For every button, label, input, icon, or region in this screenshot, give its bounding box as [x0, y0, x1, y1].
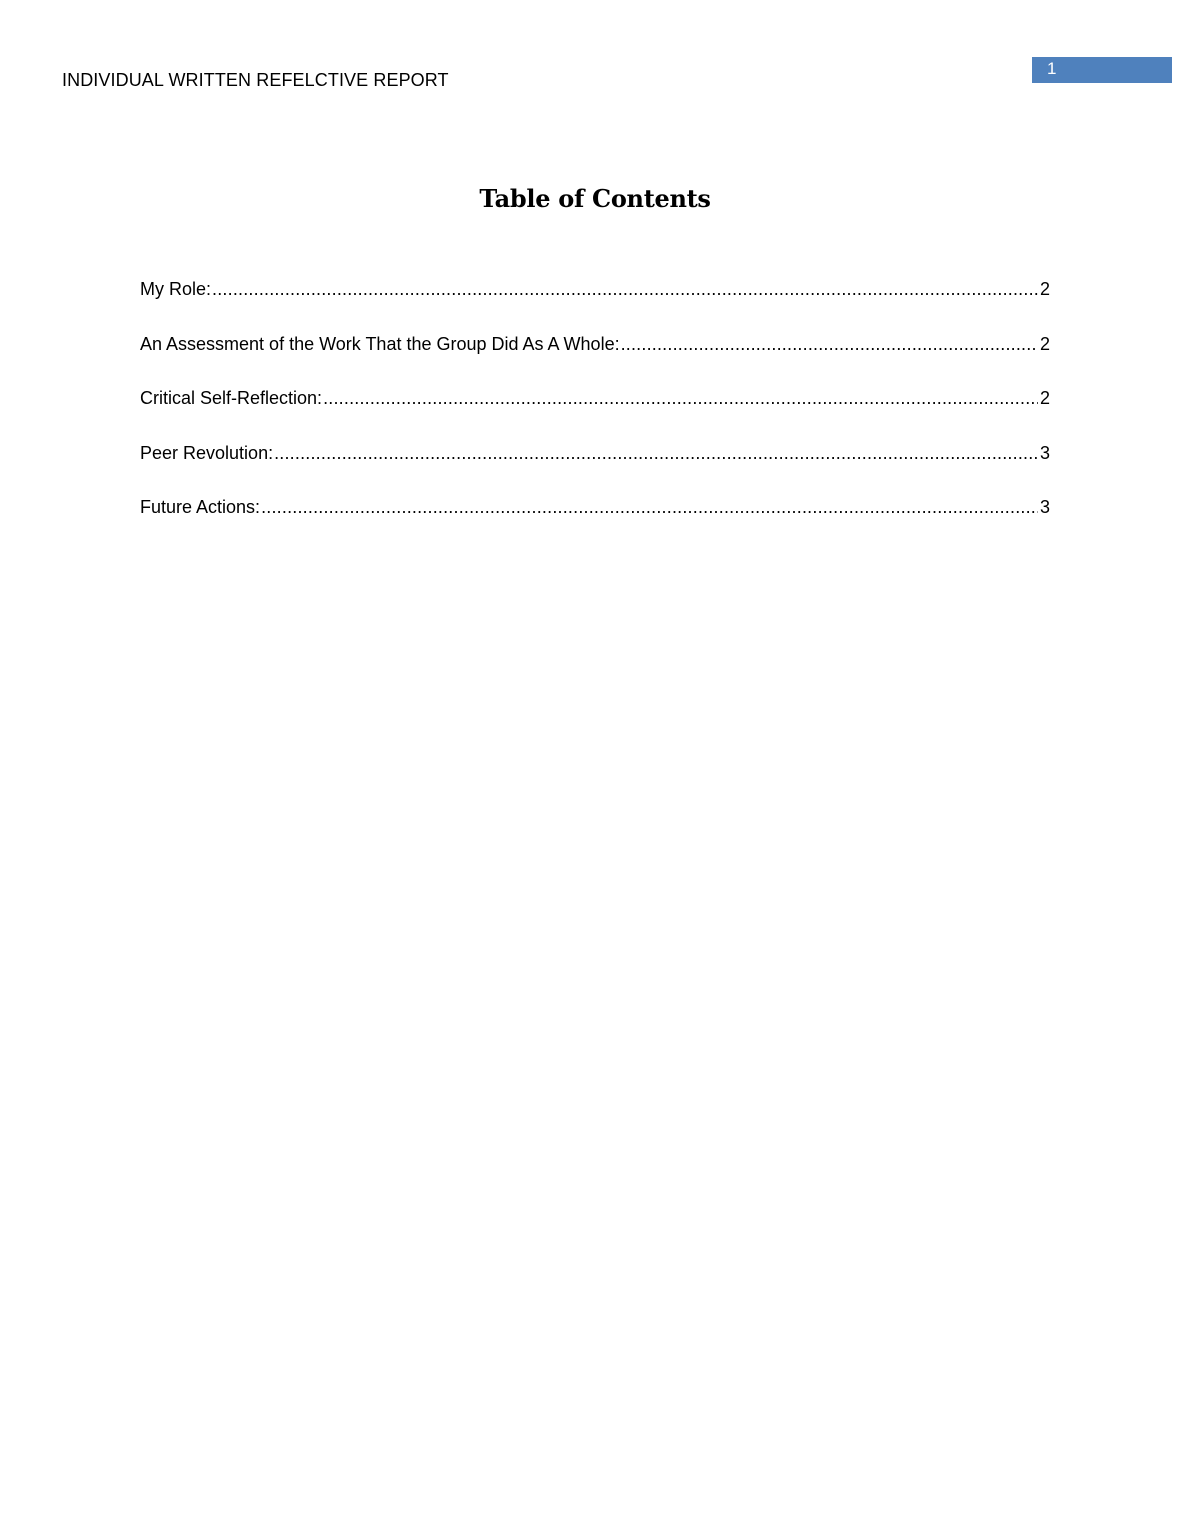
- toc-dot-leader: [261, 494, 1038, 520]
- toc-entry-peer-revolution[interactable]: [140, 440, 1050, 495]
- toc-entry-label: Critical Self-Reflection:: [140, 388, 323, 408]
- toc-list: [140, 276, 1050, 549]
- toc-title: Table of Contents: [479, 184, 711, 213]
- toc-dot-leader: [274, 440, 1038, 466]
- toc-entry-label: Future Actions:: [140, 497, 261, 517]
- toc-entry-label: Peer Revolution:: [140, 442, 274, 463]
- toc-entry-page: 2: [1039, 333, 1050, 354]
- toc-entry-my-role[interactable]: [140, 276, 1050, 331]
- toc-entry-self-reflection[interactable]: [140, 385, 1050, 440]
- toc-entry-page: 2: [1039, 388, 1050, 408]
- toc-entry-page: 3: [1039, 497, 1050, 517]
- toc-dot-leader: [621, 331, 1038, 357]
- page-number-box: [1032, 57, 1172, 83]
- toc-entry-page: 3: [1039, 442, 1050, 463]
- toc-dot-leader: [212, 276, 1038, 302]
- running-head: INDIVIDUAL WRITTEN REFELCTIVE REPORT: [62, 70, 449, 90]
- toc-entry-label: An Assessment of the Work That the Group Did As A Whole:: [140, 333, 620, 354]
- toc-entry-label: My Role:: [140, 279, 212, 299]
- toc-entry-page: 2: [1039, 279, 1050, 299]
- page-number: 1: [1047, 59, 1057, 78]
- toc-entry-future-actions[interactable]: [140, 494, 1050, 549]
- toc-entry-group-assessment[interactable]: [140, 331, 1050, 386]
- toc-dot-leader: [323, 385, 1038, 411]
